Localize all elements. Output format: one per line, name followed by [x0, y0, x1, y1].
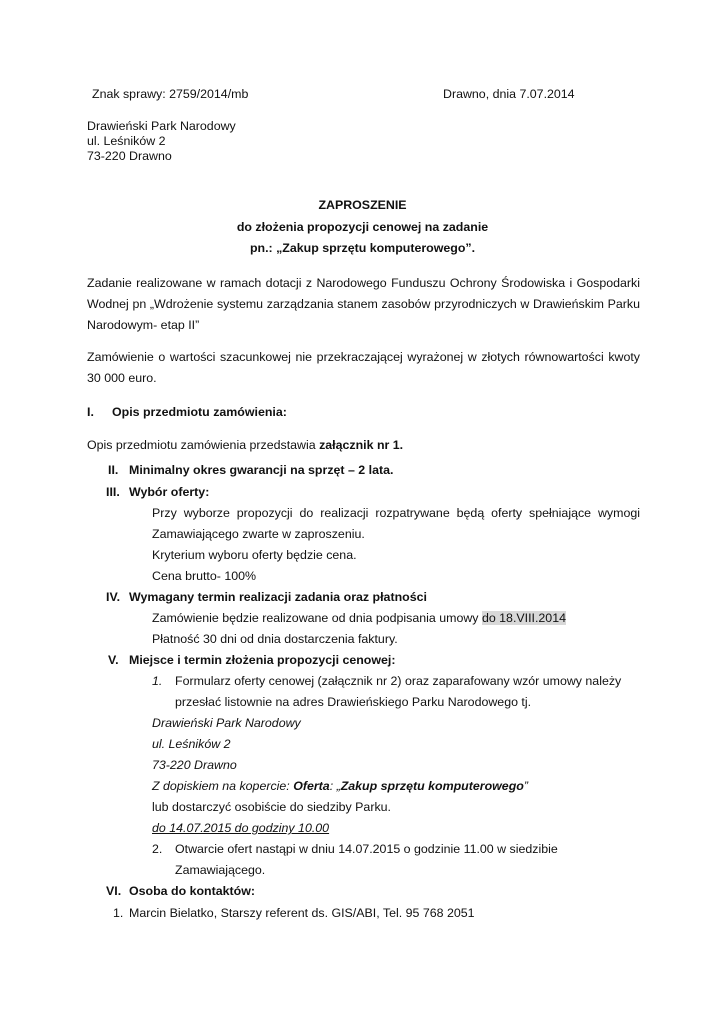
- section-5-address-2: ul. Leśników 2: [152, 737, 231, 751]
- section-6-number: VI.: [106, 884, 122, 898]
- alt-delivery: lub dostarczyć osobiście do siedziby Parku.: [152, 800, 391, 814]
- section-6-item-1-number: 1.: [113, 906, 124, 920]
- section-6-heading: Osoba do kontaktów:: [129, 884, 255, 898]
- section-2-heading: Minimalny okres gwarancji na sprzęt – 2 lata.: [129, 463, 394, 477]
- section-4-number: IV.: [106, 590, 121, 604]
- intro-p1-line-3: Narodowym- etap II”: [87, 318, 200, 332]
- envelope-note-title: Zakup sprzętu komputerowego: [340, 779, 524, 793]
- section-5-address-1: Drawieński Park Narodowy: [152, 716, 301, 730]
- section-4-line-1: [152, 611, 566, 626]
- section-3-number: III.: [106, 485, 120, 499]
- envelope-note-offer: Oferta: [293, 779, 330, 793]
- section-3-heading: Wybór oferty:: [129, 485, 210, 499]
- section-5-item-1-line-2: przesłać listownie na adres Drawieńskiego Parku Narodowego tj.: [175, 695, 532, 709]
- envelope-note-end: ”: [523, 779, 528, 793]
- section-5-item-1-number: 1.: [152, 674, 163, 688]
- section-5-item-2-line-1: Otwarcie ofert nastąpi w dniu 14.07.2015 o godzinie 11.00 w siedzibie: [175, 842, 558, 856]
- intro-p1-line-1: Zadanie realizowane w ramach dotacji z Narodowego Funduszu Ochrony Środowiska i Gospodarki: [87, 276, 640, 290]
- address-line-1: Drawieński Park Narodowy: [87, 119, 236, 133]
- title-line-1: ZAPROSZENIE: [318, 198, 407, 212]
- section-5-item-2-number: 2.: [152, 842, 163, 856]
- section-4-line-2: Płatność 30 dni od dnia dostarczenia faktury.: [152, 632, 398, 646]
- intro-p2-line-1: Zamówienie o wartości szacunkowej nie przekraczającej wyrażonej w złotych równowartości kwoty: [87, 350, 640, 364]
- address-line-3: 73-220 Drawno: [87, 149, 172, 163]
- title-line-2: do złożenia propozycji cenowej na zadanie: [236, 220, 489, 234]
- section-1-text-plain: Opis przedmiotu zamówienia przedstawia: [87, 438, 320, 452]
- section-3-line-1: Przy wyborze propozycji do realizacji rozpatrywane będą oferty spełniające wymogi: [152, 506, 640, 520]
- case-number: Znak sprawy: 2759/2014/mb: [92, 87, 249, 101]
- envelope-note-mid: : „: [329, 779, 341, 793]
- section-3-line-3: Kryterium wyboru oferty będzie cena.: [152, 548, 357, 562]
- section-3-line-4: Cena brutto- 100%: [152, 569, 257, 583]
- section-1-heading: Opis przedmiotu zamówienia:: [112, 405, 287, 419]
- section-5-item-2-line-2: Zamawiającego.: [175, 863, 266, 877]
- section-3-line-2: Zamawiającego zwarte w zaproszeniu.: [152, 527, 365, 541]
- section-5-item-1-line-1: Formularz oferty cenowej (załącznik nr 2) oraz zaparafowany wzór umowy należy: [175, 674, 622, 688]
- intro-p1-line-2: Wodnej pn „Wdrożenie systemu zarządzania stanem zasobów przyrodniczych w Drawieńskim Parku: [87, 297, 640, 311]
- section-2-number: II.: [108, 463, 119, 477]
- section-5-address-3: 73-220 Drawno: [152, 758, 237, 772]
- section-1-number: I.: [87, 405, 94, 419]
- envelope-note-prefix: Z dopiskiem na kopercie:: [152, 779, 294, 793]
- place-date: Drawno, dnia 7.07.2014: [443, 87, 575, 101]
- deadline-highlight: do 18.VIII.2014: [481, 611, 566, 625]
- attachment-reference: załącznik nr 1.: [319, 438, 404, 452]
- envelope-note: [152, 779, 528, 794]
- section-4-line-1-text: Zamówienie będzie realizowane od dnia podpisania umowy: [152, 611, 482, 625]
- section-4-heading: Wymagany termin realizacji zadania oraz płatności: [129, 590, 427, 604]
- contact-person: Marcin Bielatko, Starszy referent ds. GIS/ABI, Tel. 95 768 2051: [129, 906, 475, 920]
- section-5-number: V.: [108, 653, 119, 667]
- section-5-heading: Miejsce i termin złożenia propozycji cenowej:: [129, 653, 396, 667]
- intro-p2-line-2: 30 000 euro.: [87, 371, 157, 385]
- submission-deadline: do 14.07.2015 do godziny 10.00: [152, 821, 330, 835]
- title-line-3: pn.: „Zakup sprzętu komputerowego”.: [249, 241, 476, 255]
- section-1-text: [87, 438, 403, 453]
- address-line-2: ul. Leśników 2: [87, 134, 166, 148]
